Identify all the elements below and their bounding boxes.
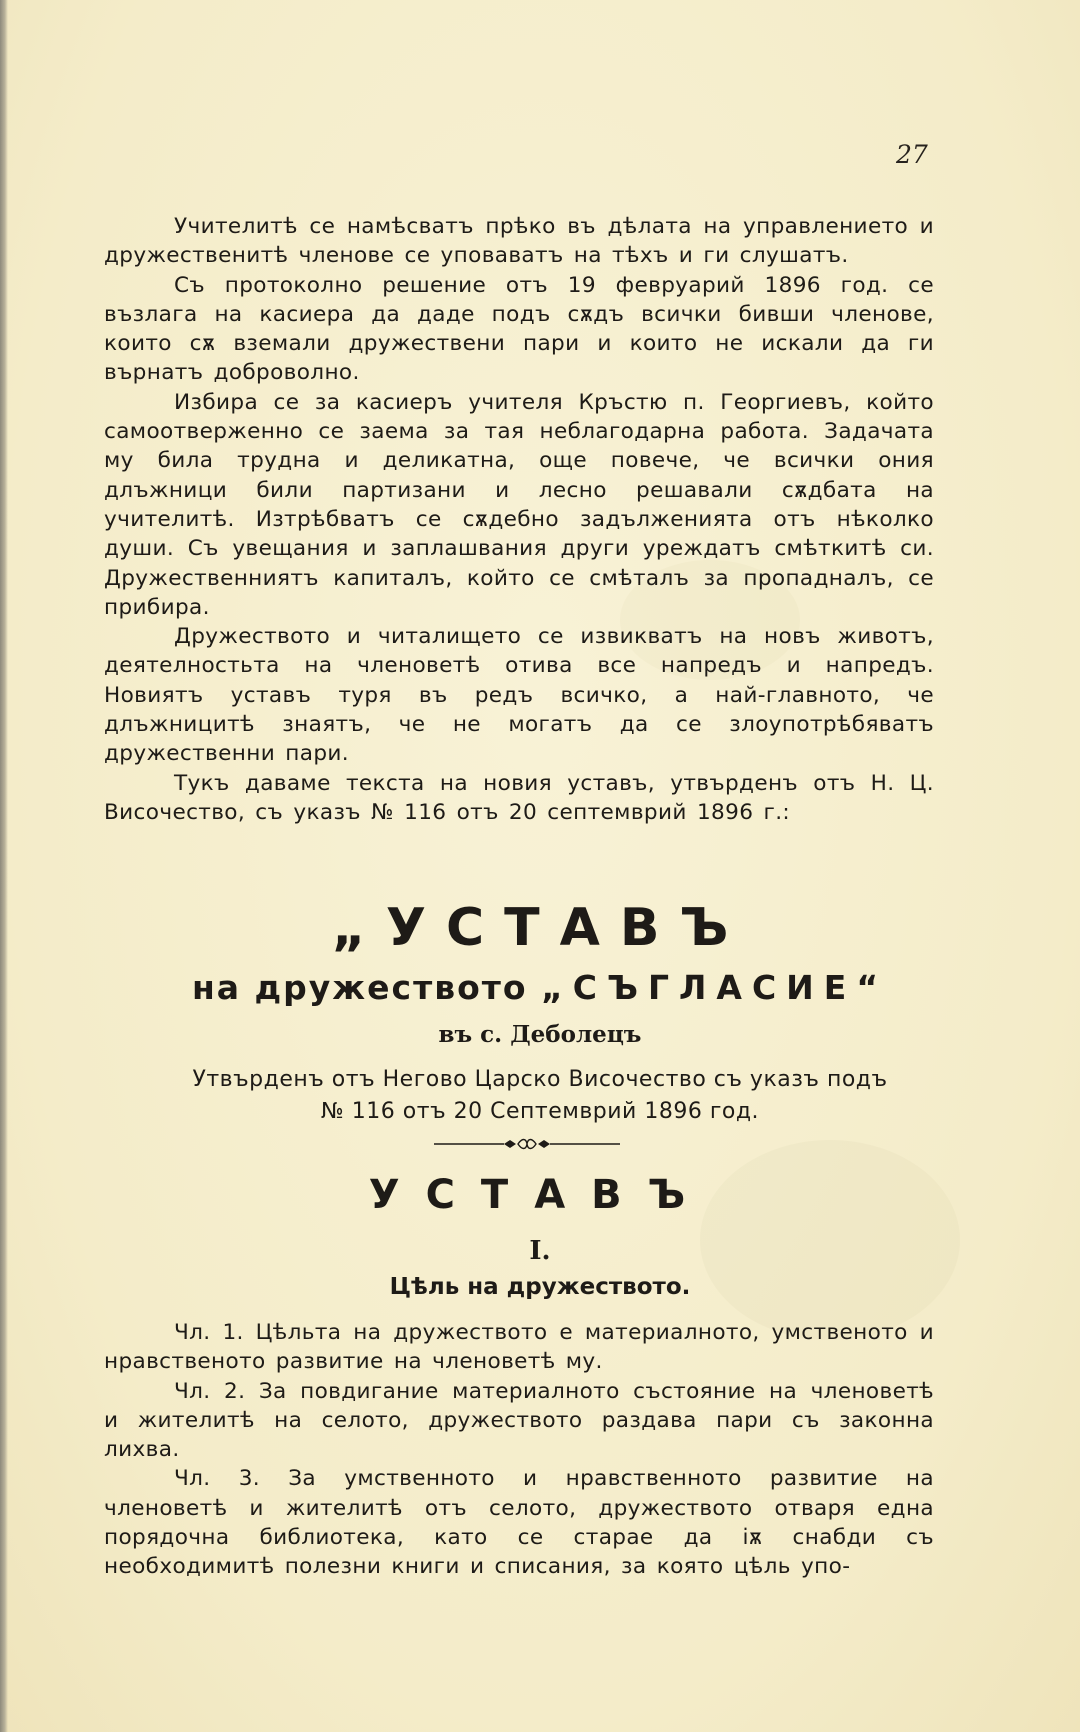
- statute-main-title: „УСТАВЪ: [331, 898, 749, 958]
- approval-note: [100, 1064, 980, 1128]
- article: Чл. 1. Цѣльта на дружеството е материалното, умственото и нравственото развитие на членоветѣ му.: [104, 1320, 934, 1375]
- ornament-divider: [434, 1136, 620, 1152]
- society-name: „СЪГЛАСИЕ“: [541, 968, 889, 1007]
- village-line: въ с. Деболецъ: [438, 1021, 642, 1048]
- section-number: I.: [529, 1236, 551, 1266]
- paragraph: Тукъ даваме текста на новия уставъ, утвърденъ отъ Н. Ц. Височество, съ указъ № 116 отъ 20 септемврий 1896 г.:: [104, 770, 934, 825]
- paragraph: Учителитѣ се намѣсватъ прѣко въ дѣлата на управлението и дружественитѣ членове се уповаватъ на тѣхъ и ги слушатъ.: [104, 214, 934, 269]
- page-number: 27: [896, 140, 928, 169]
- society-name-heading: [0, 966, 1080, 1010]
- book-spine-shadow: [0, 0, 8, 1732]
- approval-line: Утвърденъ отъ Негово Царско Височество съ указъ подъ: [192, 1067, 888, 1092]
- statute-title: УСТАВЪ: [368, 1172, 712, 1218]
- paragraph: Дружеството и читалището се извикватъ на новъ животъ, деятелностьта на членоветѣ отива все напредъ и напредъ. Новиятъ уставъ туря въ редъ всичко, а най-главното, че длъжницитѣ знаятъ, че не могатъ да се злоупотрѣбяватъ дружественни пари.: [104, 624, 934, 767]
- intro-text: [104, 212, 934, 827]
- section-title: Цѣль на дружеството.: [389, 1274, 691, 1300]
- paragraph: Избира се за касиеръ учителя Кръстю п. Георгиевъ, който самоотверженно се заема за тая неблагодарна работа. Задачата му била трудна и деликатна, още повече, че всички ония длъжници били партизани и лесно решавали сѫдбата на учителитѣ. Изтрѣбватъ се сѫдебно задълженията отъ нѣколко души. Съ увещания и заплашвания други уреждатъ смѣткитѣ си. Дружественниятъ капиталъ, който се смѣталъ за пропадналъ, се прибира.: [104, 389, 934, 620]
- article: Чл. 3. За умственното и нравственното развитие на членоветѣ и жителитѣ отъ селото, дружеството отваря една порядочна библиотека, като се старае да іѫ снабди съ необходимитѣ полезни книги и списания, за която цѣль упо-: [104, 1466, 934, 1580]
- article: Чл. 2. За повдигание материалното състояние на членоветѣ и жителитѣ на селото, дружеството раздава пари съ законна лихва.: [104, 1378, 934, 1463]
- articles-text: [104, 1318, 934, 1582]
- approval-line: № 116 отъ 20 Септемврий 1896 год.: [320, 1099, 760, 1124]
- society-name-prefix: на дружеството: [191, 968, 528, 1007]
- paragraph: Съ протоколно решение отъ 19 февруарий 1896 год. се възлага на касиера да даде подъ сѫдъ всички бивши членове, които сѫ вземали дружествени пари и които не искали да ги върнатъ доброволно.: [104, 272, 934, 386]
